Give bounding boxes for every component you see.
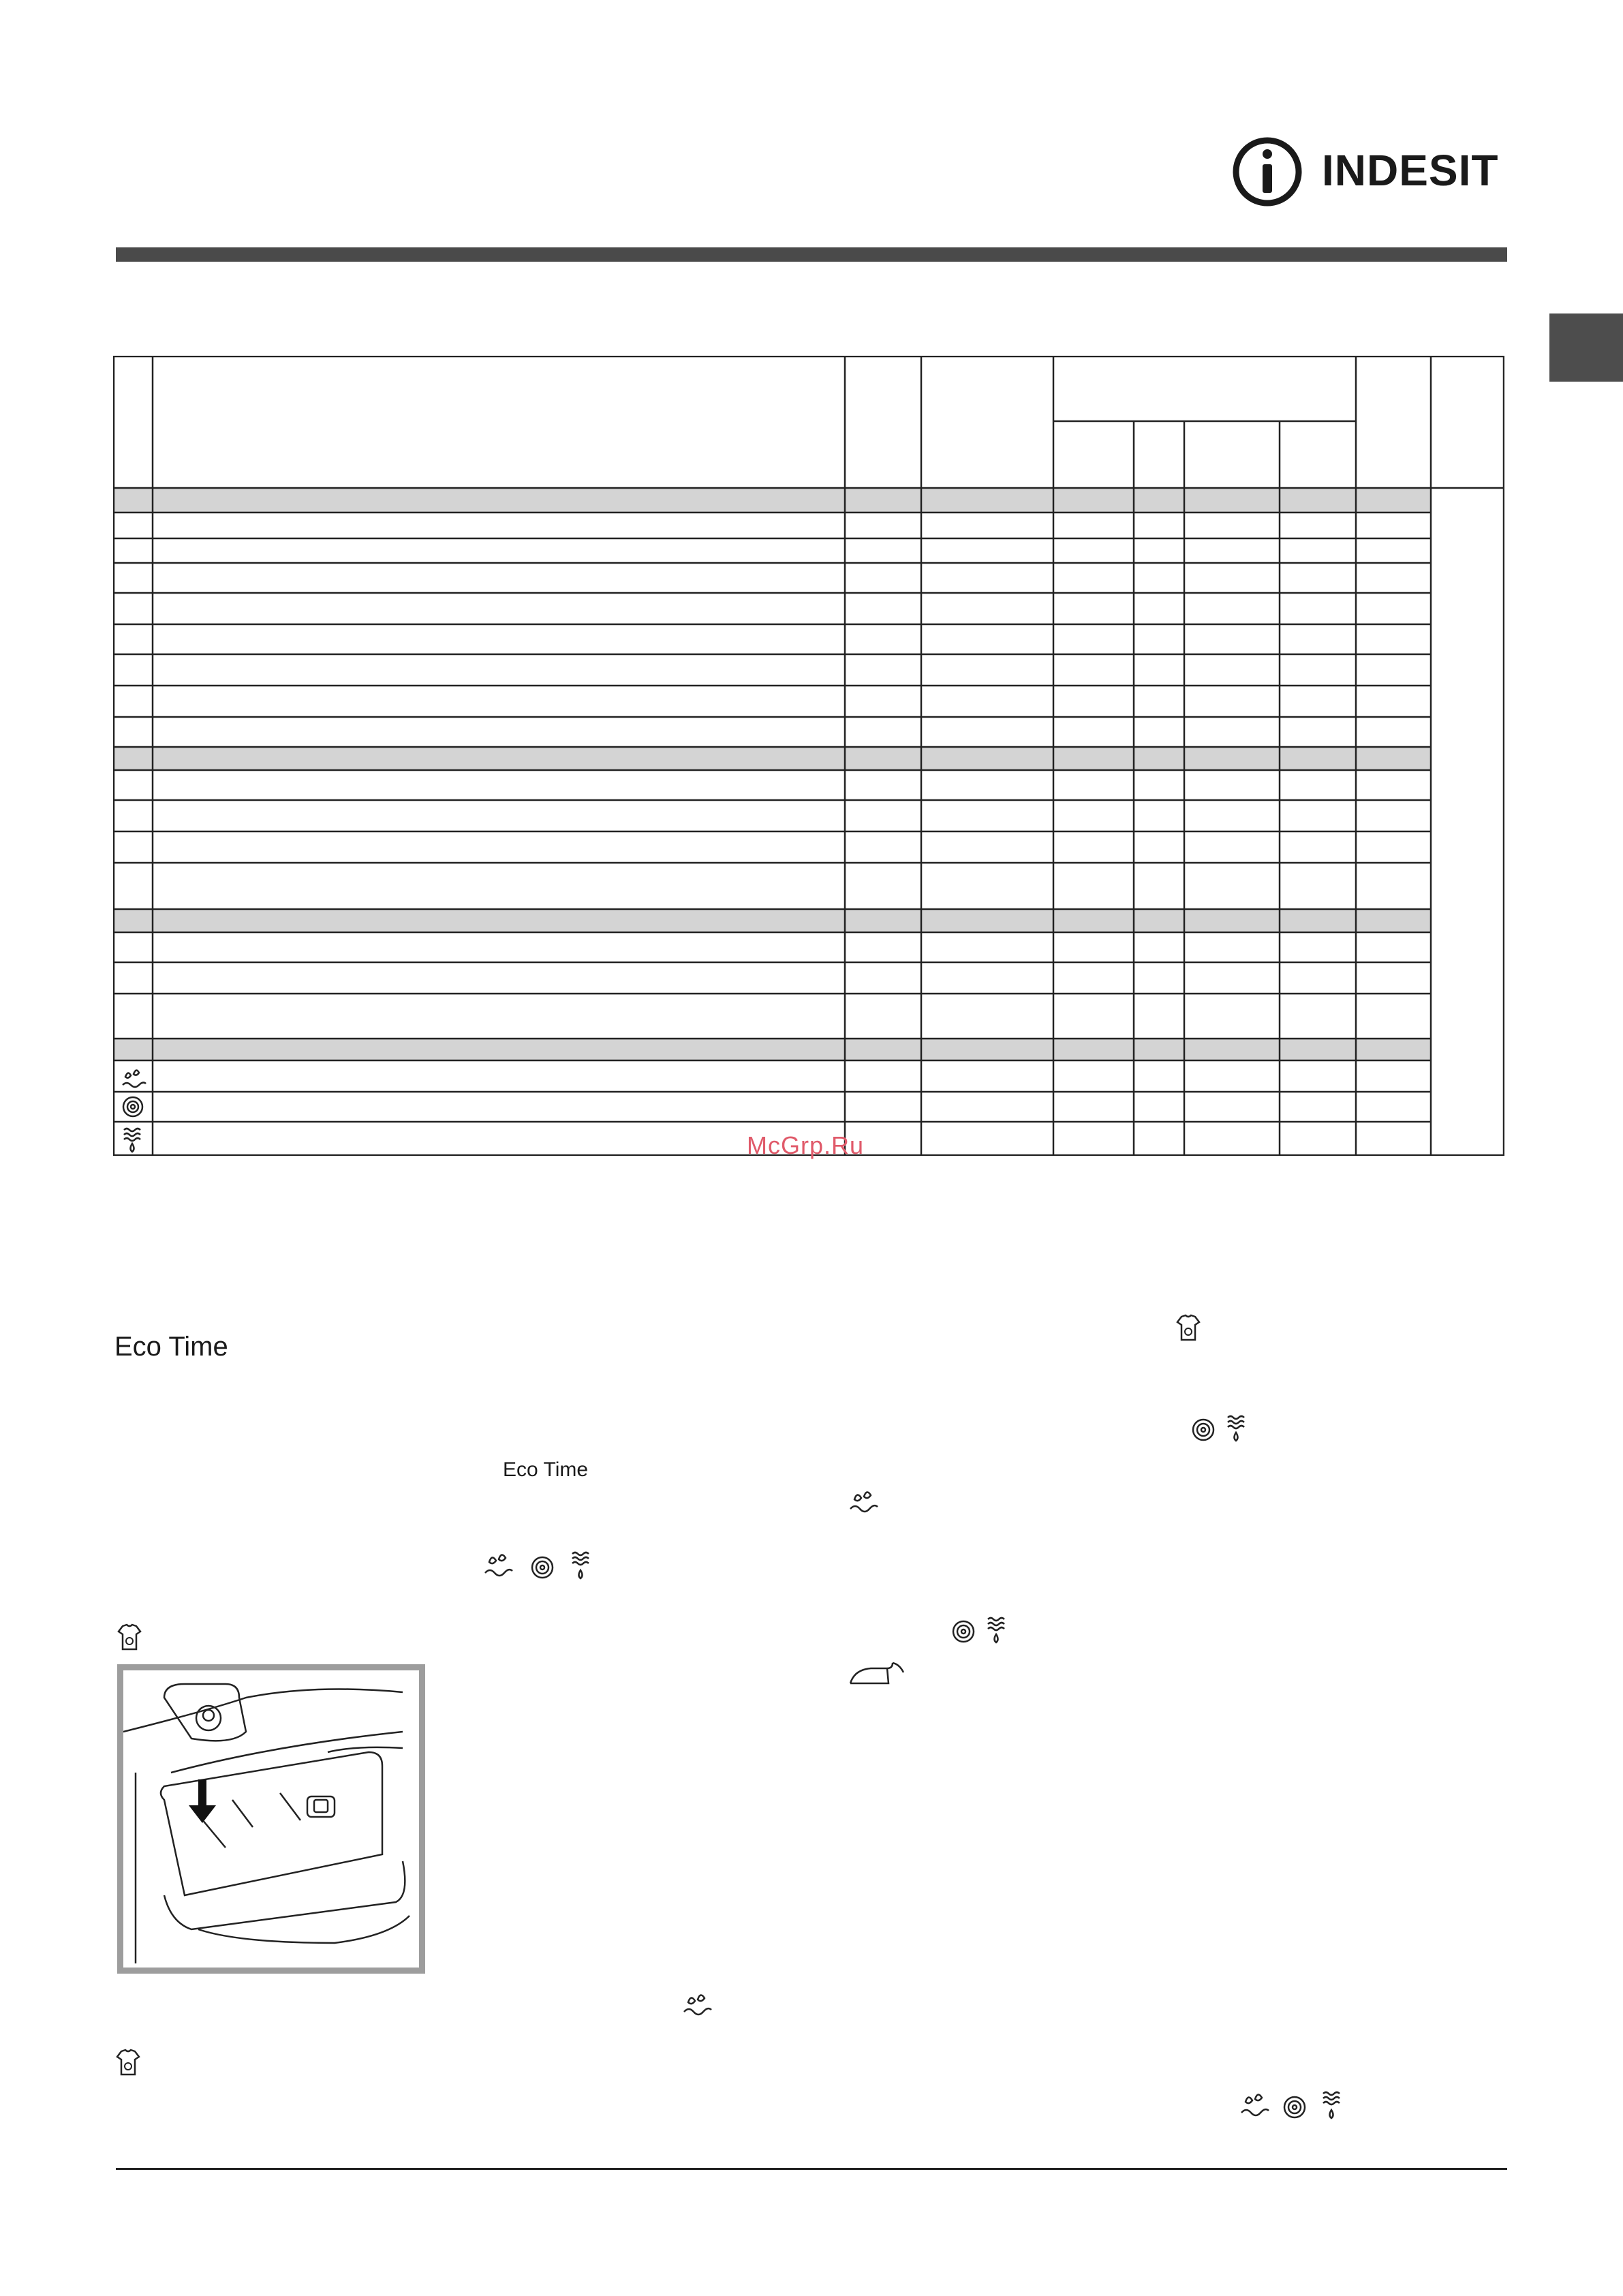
stain-treatment-icon [1176,1314,1201,1344]
table-spin-icon [123,1097,142,1116]
rinse-spin-drain-icons-2 [1239,2090,1361,2125]
rinse-icon-2 [681,1990,717,2021]
indesit-logo-mark [1232,134,1314,210]
ecotime-logo-large [114,1332,228,1362]
programme-table [113,356,1504,1156]
brand-logo [1232,134,1510,210]
ecotime-label: Eco Time [114,1332,228,1362]
rinse-spin-drain-icons [482,1550,605,1585]
rinse-icon [848,1486,883,1517]
easy-iron-icon [848,1659,909,1689]
table-rinse-icon [123,1070,146,1087]
stain-treatment-icon-3 [116,2049,140,2079]
ecotime-label-small: Eco Time [503,1458,589,1481]
watermark: McGrp.Ru [747,1131,865,1159]
brand-wordmark: INDESIT [1322,146,1499,195]
stain-treatment-icon-2 [117,1623,142,1653]
header-rule [116,247,1507,262]
programme-table-grid [113,356,1504,1156]
detergent-drawer-figure [117,1664,425,1974]
section-tab [1549,313,1623,382]
footer-rule [116,2168,1507,2170]
ecotime-logo-small [503,1458,588,1482]
table-drain-icon [124,1129,140,1152]
spin-drain-icons-2 [951,1615,1017,1649]
spin-drain-icons [1191,1413,1256,1448]
drawer-illustration [123,1670,419,1968]
